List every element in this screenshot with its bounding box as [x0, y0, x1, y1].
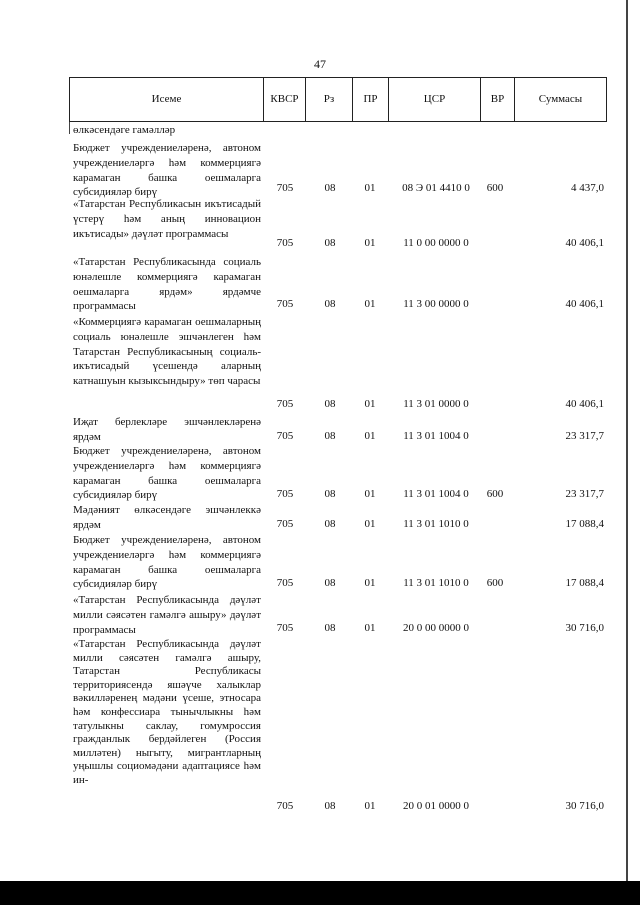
row-pr: 01	[364, 182, 376, 194]
row-pr: 01	[364, 488, 376, 500]
row-kvsr: 705	[276, 518, 294, 530]
row-kvsr: 705	[276, 577, 294, 589]
row-kvsr: 705	[276, 182, 294, 194]
row-pr: 01	[364, 237, 376, 249]
row-rz: 08	[324, 577, 336, 589]
row-name: «Татарстан Республикасында дәүләт милли сәясәтен гамәлгә ашыру» дәүләт программасы	[73, 594, 261, 636]
row-name: Бюджет учреждениеләренә, автоном учреждениеләргә һәм коммерциягә карамаган башка оешмаларга субсидияләр бирү	[73, 445, 261, 502]
row-pr: 01	[364, 577, 376, 589]
row-pr: 01	[364, 398, 376, 410]
row-name: «Татарстан Республикасын икътисадый үстерү һәм аның инновацион икътисады» дәүләт программасы	[73, 198, 261, 240]
row-pr: 01	[364, 800, 376, 812]
col-header-rz: Рз	[305, 78, 352, 121]
row-kvsr: 705	[276, 800, 294, 812]
row-name: «Татарстан Республикасында социаль юнәлешле коммерциягә карамаган оешмаларга ярдәм» ярдәмче программасы	[73, 256, 261, 313]
row-name: Бюджет учреждениеләренә, автоном учреждениеләргә һәм коммерциягә карамаган башка оешмаларга субсидияләр бирү	[73, 534, 261, 591]
row-name: «Татарстан Республикасында дәүләт милли сәясәтен гамәлгә ашыру, Татарстан Республикасы территориясендә яшәүче халыклар вәкилләренең мәдәни үсеше, этносара һәм конфессиара тынычлыкны һәм татулыкны саклау, гомумроссия гражданлык бердәйлеген (Россия милләтен) ныгыту, мигрантларның уңышлы социомәдәни адаптациясе һәм ин-	[73, 638, 261, 786]
continuation-text: өлкәсендәге гамәлләр	[73, 124, 176, 136]
col-header-name: Исеме	[151, 93, 182, 105]
row-kvsr: 705	[276, 488, 294, 500]
row-csr: 20 0 01 0000 0	[403, 800, 469, 812]
row-sum: 40 406,1	[565, 298, 604, 310]
row-sum: 23 317,7	[565, 430, 604, 442]
col-header-sum: Суммасы	[514, 78, 606, 121]
row-pr: 01	[364, 518, 376, 530]
row-sum: 17 088,4	[565, 518, 604, 530]
row-pr: 01	[364, 430, 376, 442]
row-rz: 08	[324, 800, 336, 812]
page-number: 47	[314, 57, 326, 71]
row-rz: 08	[324, 622, 336, 634]
row-pr: 01	[364, 298, 376, 310]
row-vr: 600	[486, 577, 504, 589]
row-rz: 08	[324, 488, 336, 500]
row-vr: 600	[486, 182, 504, 194]
row-name: Мәдәният өлкәсендәге эшчәнлеккә ярдәм	[73, 504, 261, 531]
row-rz: 08	[324, 237, 336, 249]
row-csr: 11 3 01 0000 0	[403, 398, 469, 410]
scan-bottom-bar	[0, 881, 640, 905]
row-rz: 08	[324, 298, 336, 310]
row-kvsr: 705	[276, 430, 294, 442]
row-sum: 30 716,0	[565, 800, 604, 812]
row-kvsr: 705	[276, 398, 294, 410]
row-csr: 08 Э 01 4410 0	[402, 182, 470, 194]
row-sum: 40 406,1	[565, 398, 604, 410]
row-sum: 23 317,7	[565, 488, 604, 500]
row-csr: 11 3 01 1010 0	[403, 577, 469, 589]
scan-edge-line	[626, 0, 628, 881]
row-vr: 600	[486, 488, 504, 500]
row-sum: 4 437,0	[571, 182, 604, 194]
row-sum: 40 406,1	[565, 237, 604, 249]
row-csr: 11 3 00 0000 0	[403, 298, 469, 310]
row-csr: 11 3 01 1004 0	[403, 430, 469, 442]
row-rz: 08	[324, 182, 336, 194]
col-header-pr: ПР	[352, 78, 388, 121]
row-kvsr: 705	[276, 237, 294, 249]
row-name: Иҗат берлекләре эшчәнлекләренә ярдәм	[73, 416, 261, 443]
row-name: «Коммерциягә карамаган оешмаларның социаль юнәлешле эшчәнлеген һәм Татарстан Республикасының социаль-икътисадый үсешендә аларның катнашуын кызыксындыру» төп чарасы	[73, 316, 261, 388]
col-header-csr: ЦСР	[388, 78, 480, 121]
row-csr: 11 0 00 0000 0	[403, 237, 469, 249]
row-kvsr: 705	[276, 298, 294, 310]
row-sum: 30 716,0	[565, 622, 604, 634]
row-csr: 11 3 01 1004 0	[403, 488, 469, 500]
row-rz: 08	[324, 398, 336, 410]
row-rz: 08	[324, 518, 336, 530]
col-header-kvsr: КВСР	[263, 78, 305, 121]
row-name: Бюджет учреждениеләренә, автоном учреждениеләргә һәм коммерциягә карамаган башка оешмаларга субсидияләр бирү	[73, 142, 261, 199]
row-rz: 08	[324, 430, 336, 442]
row-csr: 11 3 01 1010 0	[403, 518, 469, 530]
row-csr: 20 0 00 0000 0	[403, 622, 469, 634]
row-kvsr: 705	[276, 622, 294, 634]
row-pr: 01	[364, 622, 376, 634]
col-header-vr: ВР	[480, 78, 514, 121]
row-sum: 17 088,4	[565, 577, 604, 589]
